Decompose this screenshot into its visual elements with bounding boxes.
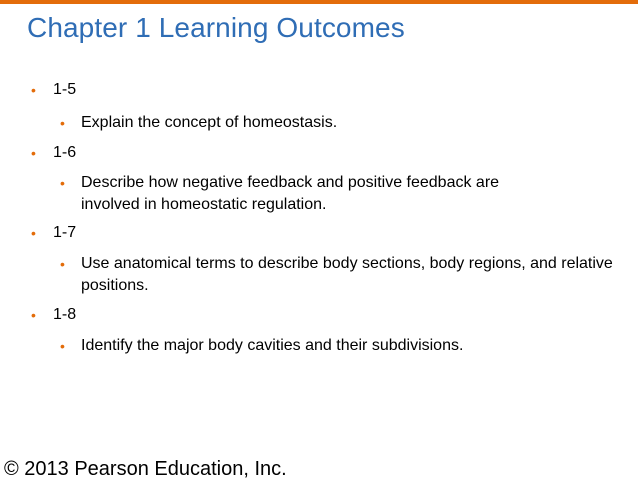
copyright-footer: © 2013 Pearson Education, Inc. — [4, 458, 287, 480]
outcome-description: Use anatomical terms to describe body sections, body regions, and relative positions. — [81, 255, 613, 294]
bullet-icon: • — [31, 145, 36, 161]
bullet-icon: • — [60, 338, 65, 354]
bullet-icon: • — [31, 307, 36, 323]
outcome-code: 1-7 — [53, 224, 77, 241]
bullet-icon: • — [31, 82, 36, 98]
top-accent-rule — [0, 0, 638, 4]
bullet-icon: • — [60, 256, 65, 272]
outcome-description: Explain the concept of homeostasis. — [81, 114, 338, 131]
outcome-description: Describe how negative feedback and positive feedback are involved in homeostatic regulation. — [81, 174, 500, 213]
outcome-description: Identify the major body cavities and their subdivisions. — [81, 337, 464, 354]
bullet-icon: • — [60, 175, 65, 191]
slide-title: Chapter 1 Learning Outcomes — [27, 12, 405, 43]
bullet-icon: • — [60, 115, 65, 131]
outcome-code: 1-6 — [53, 144, 77, 161]
bullet-icon: • — [31, 225, 36, 241]
outcome-code: 1-5 — [53, 81, 77, 98]
outcome-code: 1-8 — [53, 306, 77, 323]
